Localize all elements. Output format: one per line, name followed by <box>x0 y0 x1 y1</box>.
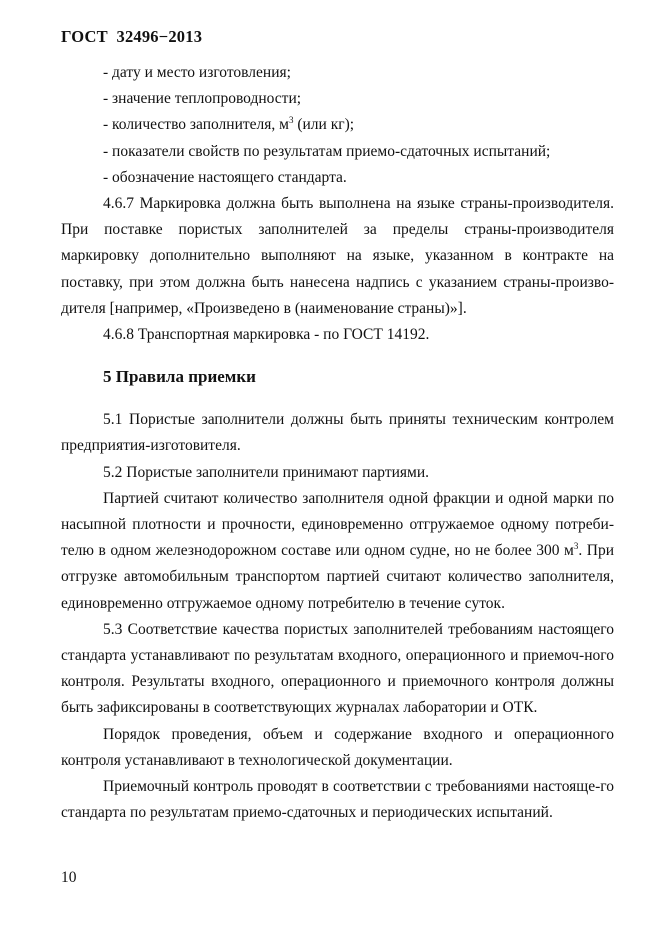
list-item-aggregate-quantity-text: - количество заполнителя, м <box>103 116 289 134</box>
list-item-aggregate-quantity <box>61 112 614 138</box>
paragraph-5-1: 5.1 Пористые заполнители должны быть приняты техническим контролем предприятия-изготовителя. <box>61 411 614 455</box>
paragraph-5-3: 5.3 Соответствие качества пористых заполнителей требованиям настоящего стандарта устанавливают по результатам входного, операционного и приемоч-ного контроля. Результаты входного, операционного и приемочного контроля должны быть зафиксированы в соответствующих журналах лаборатории и ОТК. <box>61 620 614 717</box>
paragraph-control-order: Порядок проведения, объем и содержание входного и операционного контроля устанавливают в технологической документации. <box>61 725 614 769</box>
page-number: 10 <box>61 869 77 886</box>
paragraph-batch-definition <box>61 486 614 617</box>
section-title: 5 Правила приемки <box>103 367 256 387</box>
document-body <box>61 60 614 826</box>
list-item-thermal-conductivity: - значение теплопроводности; <box>103 90 302 108</box>
list-item-test-results: - показатели свойств по результатам приемо-сдаточных испытаний; <box>103 142 551 160</box>
paragraph-acceptance-control: Приемочный контроль проводят в соответствии с требованиями настояще-го стандарта по результатам приемо-сдаточных и периодических испытаний. <box>61 778 614 822</box>
list-item-manufacture-date: - дату и место изготовления; <box>103 64 291 81</box>
clause-4-6-8: 4.6.8 Транспортная маркировка ‑ по ГОСТ 14192. <box>103 326 430 344</box>
list-item-aggregate-quantity-unit: (или кг); <box>293 116 355 134</box>
list-item-standard-designation: - обозначение настоящего стандарта. <box>103 168 347 186</box>
batch-definition-text: Партией считают количество заполнителя одной фракции и одной марки по насыпной плотности и прочности, единовременно отгружаемое одному потреби-телю в одном железнодорожном составе или одном судне, но не более 300 м <box>61 489 614 560</box>
standard-header: ГОСТ 32496−2013 <box>61 27 203 46</box>
clause-4-6-7: 4.6.7 Маркировка должна быть выполнена на языке страны-производителя. При поставке пористых заполнителей за пределы страны-производителя маркировку дополнительно выполняют на языке, указанном в контракте на поставку, при этом должна быть нанесена надпись с указанием страны-произво-дителя [например, «Произведено в (наименование страны)»]. <box>61 195 614 317</box>
batch-definition-continuation: . При отгрузке автомобильным транспортом партией считают количество заполнителя, единовременно отгружаемое одному потребителю в течение суток. <box>61 542 614 612</box>
cubic-superscript: 3 <box>288 115 294 126</box>
paragraph-5-2: 5.2 Пористые заполнители принимают партиями. <box>103 463 430 481</box>
cubic-superscript: 3 <box>573 541 579 552</box>
